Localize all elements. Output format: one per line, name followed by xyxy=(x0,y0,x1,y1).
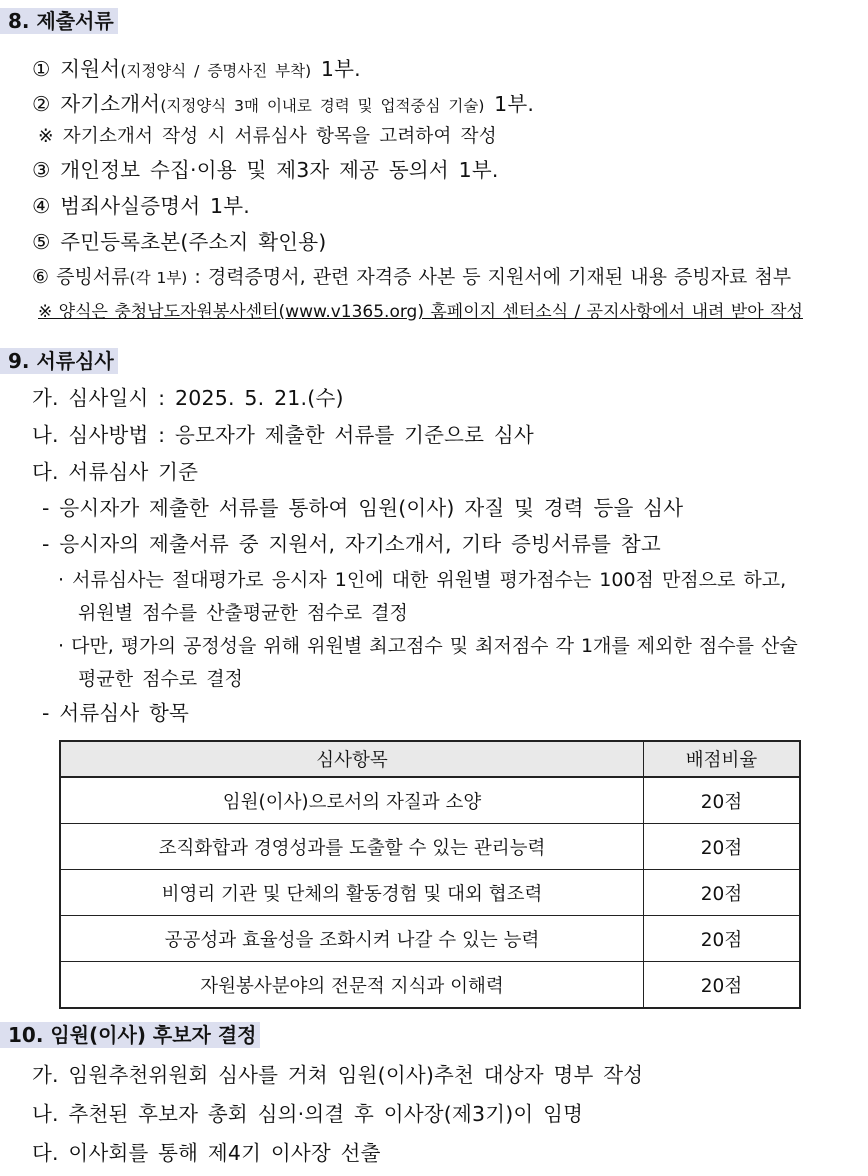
item-cell: 비영리 기관 및 단체의 활동경험 및 대외 협조력 xyxy=(60,870,644,916)
list-item xyxy=(32,56,361,84)
item-text: 자기소개서 작성 시 서류심사 항목을 고려하여 작성 xyxy=(62,126,497,147)
review-method: 나. 심사방법 : 응모자가 제출한 서류를 기준으로 심사 xyxy=(32,423,534,447)
item-mark: ⑥ xyxy=(32,266,50,288)
item-mark: ① xyxy=(32,57,51,81)
weight-cell: 20점 xyxy=(644,870,801,916)
section-9-heading: 9. 서류심사 xyxy=(0,348,118,374)
item-mark: ⑤ xyxy=(32,230,51,254)
item-note: (지정양식 3매 이내로 경력 및 업적중심 기술) xyxy=(160,97,485,115)
item-mark: ※ xyxy=(38,126,54,147)
section-10-heading: 10. 임원(이사) 후보자 결정 xyxy=(0,1022,260,1048)
item-note: (지정양식 / 증명사진 부착) xyxy=(120,62,312,80)
item-text: 범죄사실증명서 1부. xyxy=(60,194,250,218)
table-row xyxy=(60,824,800,870)
section-8-heading: 8. 제출서류 xyxy=(0,8,118,34)
review-date: 가. 심사일시 : 2025. 5. 21.(수) xyxy=(32,386,344,410)
weight-cell: 20점 xyxy=(644,916,801,962)
item-mark: ③ xyxy=(32,158,51,182)
header-item: 심사항목 xyxy=(60,741,644,777)
list-item xyxy=(32,91,534,119)
item-mark: ④ xyxy=(32,194,51,218)
table-row xyxy=(60,916,800,962)
list-item xyxy=(32,193,250,219)
weight-cell: 20점 xyxy=(644,777,801,824)
decision-step: 가. 임원추천위원회 심사를 거쳐 임원(이사)추천 대상자 명부 작성 xyxy=(32,1063,644,1087)
item-text: 개인정보 수집·이용 및 제3자 제공 동의서 1부. xyxy=(60,158,499,182)
table-row xyxy=(60,777,800,824)
weight-cell: 20점 xyxy=(644,824,801,870)
item-cell: 공공성과 효율성을 조화시켜 나갈 수 있는 능력 xyxy=(60,916,644,962)
item-cell: 자원봉사분야의 전문적 지식과 이해력 xyxy=(60,962,644,1009)
item-text: 증빙서류 xyxy=(56,266,130,288)
criteria-sub-point: · 서류심사는 절대평가로 응시자 1인에 대한 위원별 평가점수는 100점 만점으로 하고, xyxy=(58,569,787,591)
criteria-sub-point: · 다만, 평가의 공정성을 위해 위원별 최고점수 및 최저점수 각 1개를 제외한 점수를 산술 xyxy=(58,635,798,657)
list-item xyxy=(32,157,499,183)
criteria-item: - 응시자가 제출한 서류를 통하여 임원(이사) 자질 및 경력 등을 심사 xyxy=(42,496,684,520)
decision-step: 다. 이사회를 통해 제4기 이사장 선출 xyxy=(32,1141,381,1165)
item-tail: 1부. xyxy=(311,57,361,81)
weight-cell: 20점 xyxy=(644,962,801,1009)
table-header-row xyxy=(60,741,800,777)
review-items-table xyxy=(59,740,801,1009)
decision-step: 나. 추천된 후보자 총회 심의·의결 후 이사장(제3기)이 임명 xyxy=(32,1102,584,1126)
table-row xyxy=(60,870,800,916)
item-cell: 조직화합과 경영성과를 도출할 수 있는 관리능력 xyxy=(60,824,644,870)
list-item xyxy=(32,229,326,255)
criteria-sub-point-cont: 위원별 점수를 산출평균한 점수로 결정 xyxy=(78,602,408,624)
items-title: - 서류심사 항목 xyxy=(42,701,190,725)
item-text: 지원서 xyxy=(60,57,121,81)
form-download-note: ※ 양식은 충청남도자원봉사센터(www.v1365.org) 홈페이지 센터소식 / 공지사항에서 내려 받아 작성 xyxy=(38,302,803,322)
item-text: 자기소개서 xyxy=(60,92,161,116)
header-weight: 배점비율 xyxy=(644,741,801,777)
criteria-sub-point-cont: 평균한 점수로 결정 xyxy=(78,668,243,690)
item-text: 주민등록초본(주소지 확인용) xyxy=(60,230,327,254)
list-item xyxy=(32,264,791,291)
list-item-note xyxy=(38,124,497,150)
table-row xyxy=(60,962,800,1009)
item-cell: 임원(이사)으로서의 자질과 소양 xyxy=(60,777,644,824)
item-tail: 1부. xyxy=(484,92,535,116)
item-tail: : 경력증명서, 관련 자격증 사본 등 지원서에 기재된 내용 증빙자료 첨부 xyxy=(187,266,792,288)
criteria-title: 다. 서류심사 기준 xyxy=(32,460,199,484)
item-mark: ② xyxy=(32,92,51,116)
criteria-item: - 응시자의 제출서류 중 지원서, 자기소개서, 기타 증빙서류를 참고 xyxy=(42,532,661,556)
item-note: (각 1부) xyxy=(129,269,188,287)
